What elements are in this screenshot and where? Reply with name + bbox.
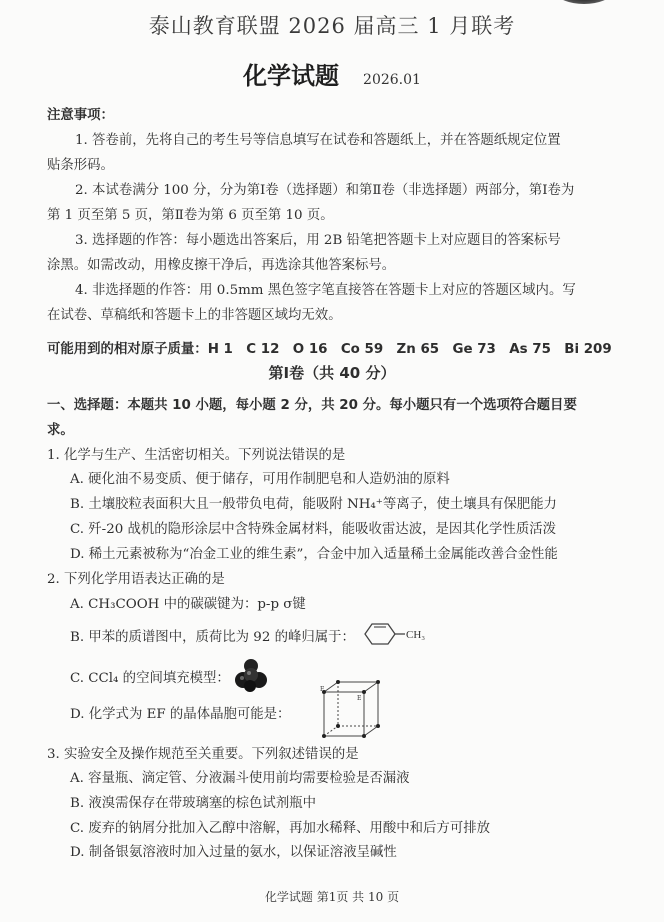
atomic-masses-values: H 1 C 12 O 16 Co 59 Zn 65 Ge 73 As 75 Bi 209: [207, 342, 612, 357]
exam-date: 2026.01: [363, 72, 421, 88]
ccl4-space-filling-model-icon: [234, 658, 268, 699]
question-1-option-b: B. 土壤胶粒表面积大且一般带负电荷，能吸附 NH₄⁺等离子，使土壤具有保肥能力: [70, 497, 557, 512]
note-1-line2: 贴条形码。: [47, 158, 114, 173]
subject-title: 化学试题: [243, 62, 340, 90]
atomic-masses: [47, 340, 612, 360]
scan-artifact: [557, 0, 611, 4]
note-1-line1: 1. 答卷前，先将自己的考生号等信息填写在试卷和答题纸上，并在答题纸规定位置: [75, 133, 561, 148]
svg-text:CH₃: CH₃: [406, 629, 426, 641]
note-2-line2: 第 1 页至第 5 页，第Ⅱ卷为第 6 页至第 10 页。: [47, 208, 334, 223]
question-2-option-c: [70, 658, 268, 699]
question-2-option-c-text: C. CCl₄ 的空间填充模型：: [70, 671, 230, 686]
section-instruction-line2: 求。: [47, 423, 74, 438]
section-instruction-line1: 一、选择题：本题共 10 小题，每小题 2 分，共 20 分。每小题只有一个选项符合题目要: [47, 398, 577, 413]
svg-text:E: E: [357, 695, 362, 702]
note-4-line2: 在试卷、草稿纸和答题卡上的非答题区域均无效。: [47, 308, 342, 323]
question-2-option-a: A. CH₃COOH 中的碳碳键为：p-p σ键: [70, 597, 306, 612]
atomic-masses-label: 可能用到的相对原子质量：: [47, 342, 208, 357]
question-1-option-d: D. 稀土元素被称为“冶金工业的维生素”，合金中加入适量稀土金属能改善合金性能: [70, 547, 558, 562]
note-3-line1: 3. 选择题的作答：每小题选出答案后，用 2B 铅笔把答题卡上对应题目的答案标号: [75, 233, 561, 248]
crystal-unit-cell-icon: [320, 680, 382, 744]
question-1-option-a: A. 硬化油不易变质、便于储存，可用作制肥皂和人造奶油的原料: [70, 472, 450, 487]
toluene-structure-icon: [359, 622, 439, 653]
question-3-stem: 3. 实验安全及操作规范至关重要。下列叙述错误的是: [47, 747, 359, 762]
note-4-line1: 4. 非选择题的作答：用 0.5mm 黑色签字笔直接答在答题卡上对应的答题区域内。写: [75, 283, 576, 298]
question-2-option-b: [70, 622, 439, 653]
question-3-option-d: D. 制备银氨溶液时加入过量的氨水，以保证溶液呈碱性: [70, 845, 397, 860]
page-footer: 化学试题 第1页 共 10 页: [264, 890, 400, 904]
question-2-option-d: D. 化学式为 EF 的晶体晶胞可能是：: [70, 707, 291, 722]
question-3-option-a: A. 容量瓶、滴定管、分液漏斗使用前均需要检验是否漏液: [70, 771, 410, 786]
question-3-option-c: C. 废弃的钠屑分批加入乙醇中溶解，再加水稀释、用酸中和后方可排放: [70, 821, 490, 836]
question-2-option-b-text: B. 甲苯的质谱图中，质荷比为 92 的峰归属于：: [70, 630, 355, 645]
subject-line: [0, 56, 664, 91]
question-1-stem: 1. 化学与生产、生活密切相关。下列说法错误的是: [47, 448, 346, 463]
question-2-stem: 2. 下列化学用语表达正确的是: [47, 572, 225, 587]
note-3-line2: 涂黑。如需改动，用橡皮擦干净后，再选涂其他答案标号。: [47, 258, 396, 273]
exam-title: 泰山教育联盟 2026 届高三 1 月联考: [148, 14, 516, 38]
notes-heading: 注意事项：: [47, 108, 114, 123]
note-2-line1: 2. 本试卷满分 100 分，分为第Ⅰ卷（选择题）和第Ⅱ卷（非选择题）两部分，第Ⅰ卷为: [75, 183, 575, 198]
question-3-option-b: B. 液溴需保存在带玻璃塞的棕色试剂瓶中: [70, 796, 316, 811]
section-title: 第Ⅰ卷（共 40 分）: [268, 364, 396, 382]
question-1-option-c: C. 歼-20 战机的隐形涂层中含特殊金属材料，能吸收雷达波，是因其化学性质活泼: [70, 522, 556, 537]
svg-text:F: F: [320, 686, 325, 693]
